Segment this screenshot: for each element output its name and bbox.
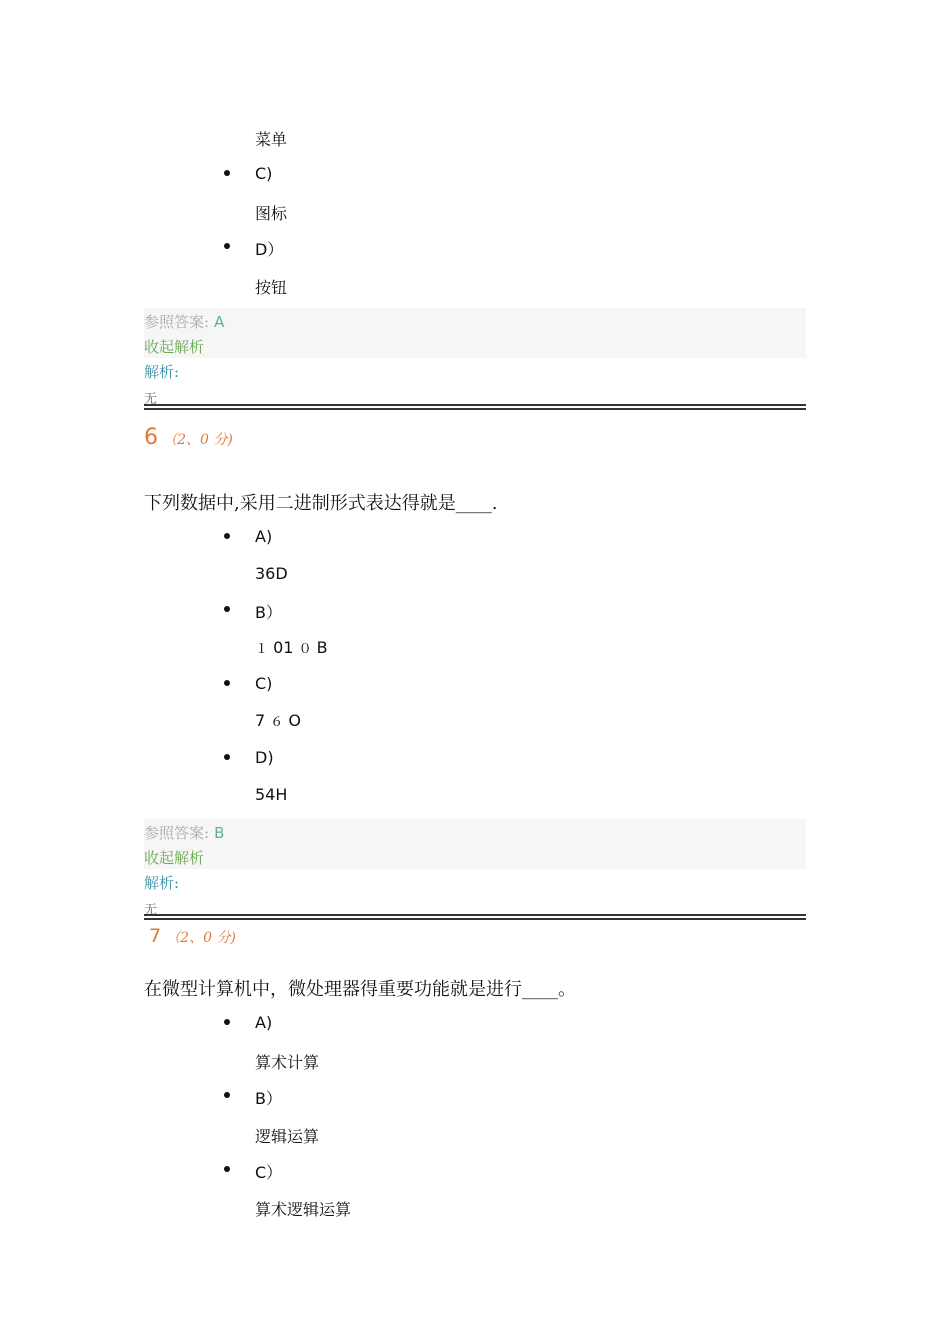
option-c-part: ６ [270, 715, 284, 730]
analysis-label: 解析: [144, 874, 180, 892]
option-d-label[interactable]: D） [255, 240, 284, 259]
option-c-text: 算术逻辑运算 [255, 1200, 352, 1219]
bullet-icon [224, 243, 230, 249]
analysis-value: 无 [144, 392, 158, 407]
reference-answer [144, 311, 224, 332]
option-b-text [255, 638, 328, 657]
option-d-text: 按钮 [255, 278, 288, 297]
bullet-icon [224, 754, 230, 760]
reference-answer-label: 参照答案: [144, 313, 210, 331]
option-b-label[interactable]: B） [255, 603, 282, 622]
question-divider [144, 914, 806, 920]
option-b-label[interactable]: B） [255, 1089, 282, 1108]
option-d-text: 54H [255, 785, 288, 804]
reference-answer [144, 822, 224, 843]
option-b-text: 逻辑运算 [255, 1127, 320, 1146]
question-header [149, 925, 236, 947]
reference-answer-value: A [214, 313, 225, 331]
option-c-label[interactable]: C) [255, 674, 273, 693]
question-score: （2、0 分) [163, 432, 233, 448]
option-b-part: B [316, 638, 328, 657]
question-number: 6 [144, 425, 158, 450]
option-c-label[interactable]: C） [255, 1163, 283, 1182]
option-c-text [255, 711, 301, 730]
question-number: 7 [149, 925, 162, 947]
analysis-value: 无 [144, 903, 158, 918]
option-b-part: ０ [298, 642, 312, 657]
option-c-part: 7 [255, 711, 266, 730]
question-divider [144, 404, 806, 410]
analysis-label: 解析: [144, 363, 180, 381]
bullet-icon [224, 170, 230, 176]
collapse-analysis-link[interactable]: 收起解析 [144, 849, 205, 867]
bullet-icon [224, 1019, 230, 1025]
bullet-icon [224, 533, 230, 539]
option-b-text: 菜单 [255, 130, 288, 149]
option-a-text: 算术计算 [255, 1053, 320, 1072]
question-text: 下列数据中,采用二进制形式表达得就是____. [144, 493, 498, 514]
option-a-text: 36D [255, 564, 288, 583]
bullet-icon [224, 680, 230, 686]
option-c-text: 图标 [255, 204, 288, 223]
bullet-icon [224, 1092, 230, 1098]
answer-box [144, 308, 806, 358]
option-a-label[interactable]: A) [255, 527, 273, 546]
reference-answer-value: B [214, 824, 225, 842]
option-b-part: １ [255, 642, 269, 657]
option-c-label[interactable]: C) [255, 164, 273, 183]
option-b-part: 01 [273, 638, 294, 657]
option-a-label[interactable]: A) [255, 1013, 273, 1032]
question-header [144, 425, 233, 450]
option-c-part: O [288, 711, 301, 730]
answer-box [144, 819, 806, 869]
option-d-label[interactable]: D) [255, 748, 274, 767]
reference-answer-label: 参照答案: [144, 824, 210, 842]
collapse-analysis-link[interactable]: 收起解析 [144, 338, 205, 356]
bullet-icon [224, 606, 230, 612]
question-text: 在微型计算机中，微处理器得重要功能就是进行____。 [144, 979, 576, 1000]
question-score: （2、0 分) [166, 930, 236, 946]
bullet-icon [224, 1166, 230, 1172]
